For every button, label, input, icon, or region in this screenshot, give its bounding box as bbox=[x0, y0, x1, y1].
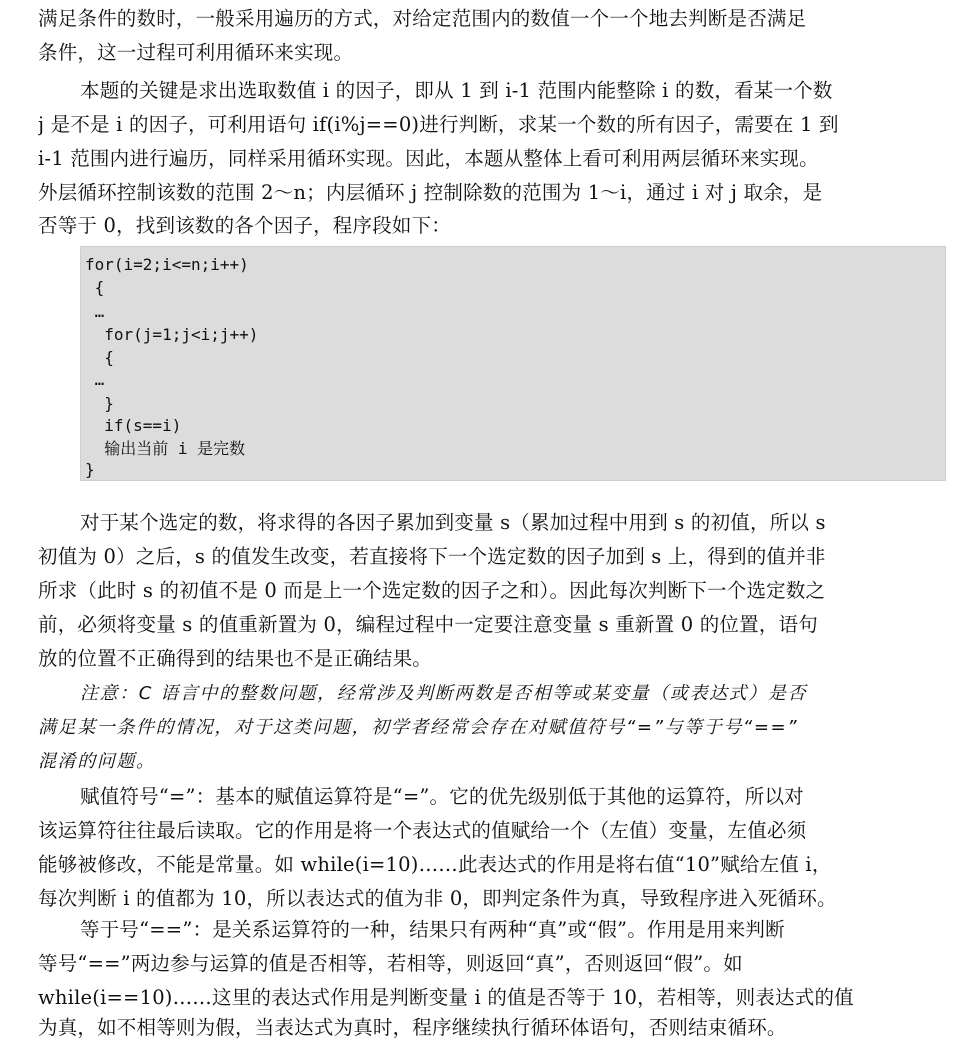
accumulate-paragraph-line-1: 对于某个选定的数，将求得的各因子累加到变量 s（累加过程中用到 s 的初值，所以 s bbox=[80, 511, 826, 534]
code-line-3: … bbox=[85, 302, 105, 321]
key-paragraph-line-1: 本题的关键是求出选取数值 i 的因子，即从 1 到 i-1 范围内能整除 i 的数，看某一个数 bbox=[80, 79, 833, 102]
equal-paragraph-line-3: while(i==10)……这里的表达式作用是判断变量 i 的值是否等于 10，若相等，则表达式的值 bbox=[38, 986, 854, 1009]
accumulate-paragraph-line-3: 所求（此时 s 的初值不是 0 而是上一个选定数的因子之和）。因此每次判断下一个选定数之 bbox=[38, 579, 826, 602]
code-line-5: { bbox=[85, 348, 114, 367]
code-line-4: for(j=1;j<i;j++) bbox=[85, 325, 259, 344]
equal-paragraph-line-1: 等于号“==”：是关系运算符的一种，结果只有两种“真”或“假”。作用是用来判断 bbox=[80, 918, 785, 941]
code-block bbox=[80, 246, 946, 481]
assign-paragraph-line-2: 该运算符往往最后读取。它的作用是将一个表达式的值赋给一个（左值）变量，左值必须 bbox=[38, 819, 807, 842]
intro-line-2: 条件，这一过程可利用循环来实现。 bbox=[38, 41, 354, 64]
note-paragraph-line-1: 注意：C 语言中的整数问题，经常涉及判断两数是否相等或某变量（或表达式）是否 bbox=[80, 683, 808, 704]
assign-paragraph-line-3: 能够被修改，不能是常量。如 while(i=10)……此表达式的作用是将右值“10”赋给左值 i， bbox=[38, 853, 832, 876]
code-line-8: if(s==i) bbox=[85, 416, 182, 435]
code-line-6: … bbox=[85, 370, 105, 389]
assign-paragraph-line-4: 每次判断 i 的值都为 10，所以表达式的值为非 0，即判定条件为真，导致程序进入死循环。 bbox=[38, 887, 837, 910]
note-paragraph-line-3: 混淆的问题。 bbox=[38, 751, 156, 772]
code-line-7: } bbox=[85, 394, 114, 413]
code-line-10: } bbox=[85, 460, 95, 479]
equal-paragraph-line-4: 为真，如不相等则为假，当表达式为真时，程序继续执行循环体语句，否则结束循环。 bbox=[38, 1016, 787, 1039]
key-paragraph-line-4: 外层循环控制该数的范围 2～n；内层循环 j 控制除数的范围为 1～i，通过 i 对 j 取余，是 bbox=[38, 181, 823, 204]
accumulate-paragraph-line-2: 初值为 0）之后，s 的值发生改变，若直接将下一个选定数的因子加到 s 上，得到的值并非 bbox=[38, 545, 826, 568]
key-paragraph-line-2: j 是不是 i 的因子，可利用语句 if(i%j==0)进行判断，求某一个数的所有因子，需要在 1 到 bbox=[38, 113, 839, 136]
equal-paragraph-line-2: 等号“==”两边参与运算的值是否相等，若相等，则返回“真”，否则返回“假”。如 bbox=[38, 952, 743, 975]
accumulate-paragraph-line-5: 放的位置不正确得到的结果也不是正确结果。 bbox=[38, 647, 433, 670]
code-line-1: for(i=2;i<=n;i++) bbox=[85, 255, 249, 274]
key-paragraph-line-5: 否等于 0，找到该数的各个因子，程序段如下： bbox=[38, 214, 452, 237]
code-line-2: { bbox=[85, 278, 105, 297]
key-paragraph-line-3: i-1 范围内进行遍历，同样采用循环实现。因此，本题从整体上看可利用两层循环来实现。 bbox=[38, 147, 819, 170]
accumulate-paragraph-line-4: 前，必须将变量 s 的值重新置为 0，编程过程中一定要注意变量 s 重新置 0 的位置，语句 bbox=[38, 613, 818, 636]
code-line-9: 输出当前 i 是完数 bbox=[85, 439, 246, 458]
intro-line-1: 满足条件的数时，一般采用遍历的方式，对给定范围内的数值一个一个地去判断是否满足 bbox=[38, 7, 807, 30]
note-paragraph-line-2: 满足某一条件的情况，对于这类问题，初学者经常会存在对赋值符号“=”与等于号“==” bbox=[38, 717, 799, 738]
assign-paragraph-line-1: 赋值符号“=”：基本的赋值运算符是“=”。它的优先级别低于其他的运算符，所以对 bbox=[80, 785, 804, 808]
